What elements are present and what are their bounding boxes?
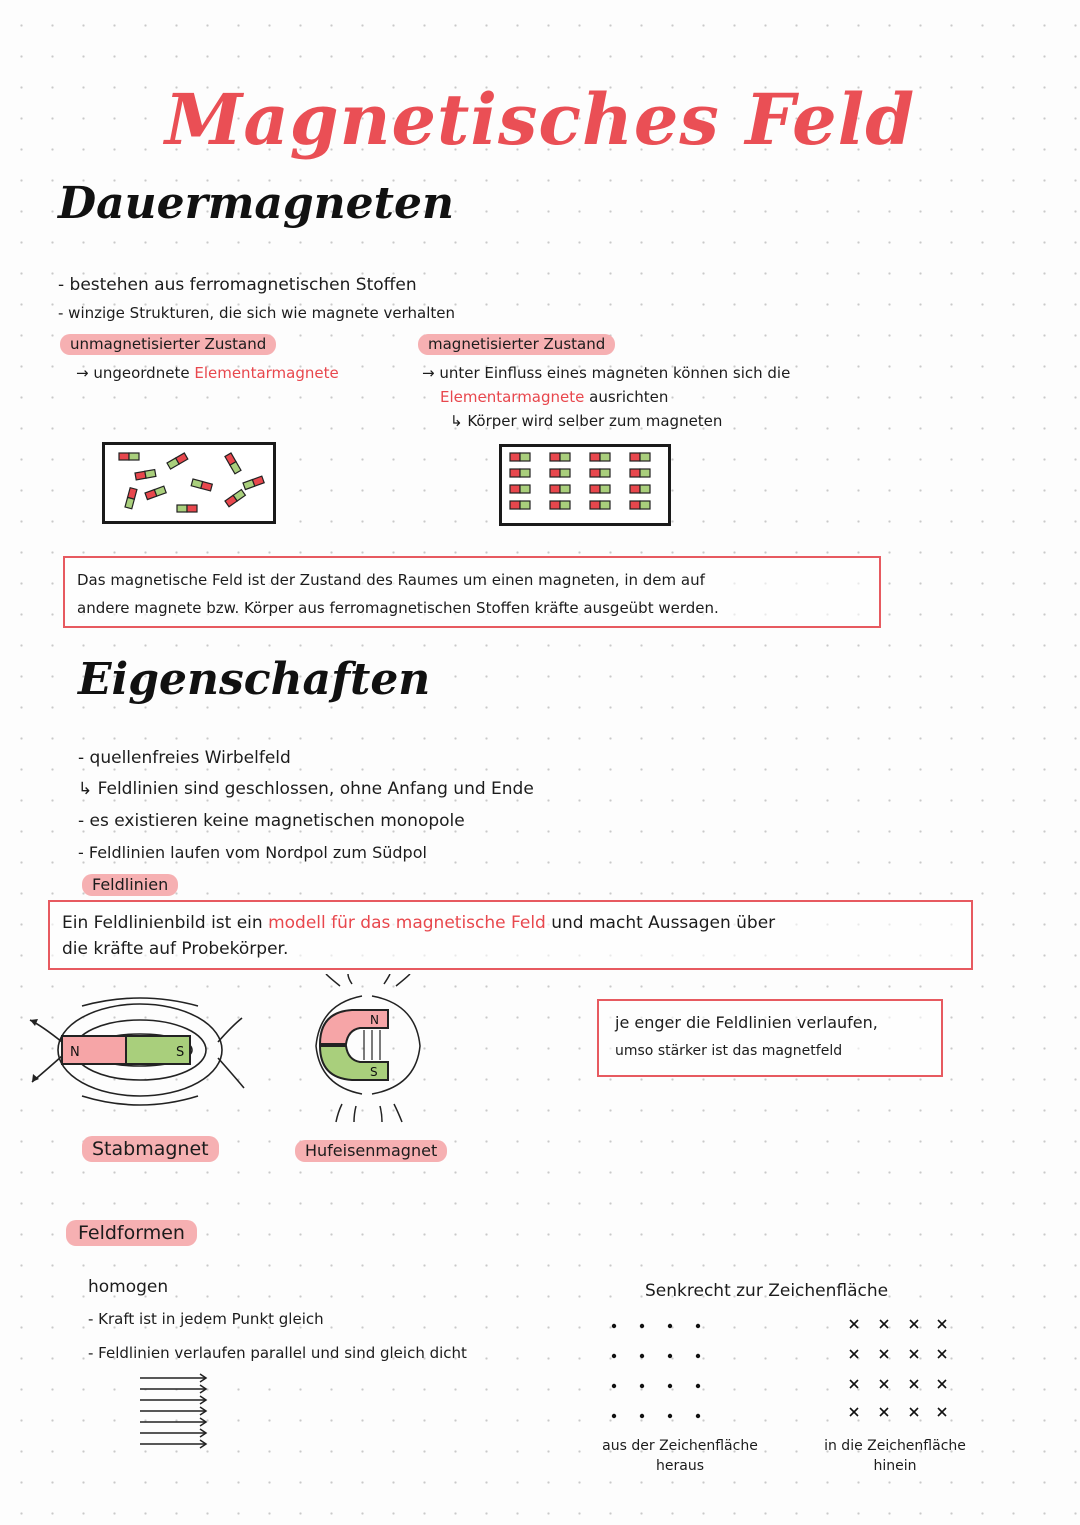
homogen-item1: - Kraft ist in jedem Punkt gleich (88, 1310, 324, 1328)
feldlinien-suffix: und macht Aussagen über (551, 913, 776, 933)
mag-text-line3: ↳ Körper wird selber zum magneten (450, 412, 723, 430)
field-line (394, 1104, 402, 1122)
heading-eigenschaften: Eigenschaften (78, 654, 431, 705)
field-line (396, 974, 410, 986)
mag-highlight: Elementarmagnete (440, 388, 585, 406)
bar-magnet-diagram (22, 996, 252, 1126)
unmagnetized-diagram (102, 442, 276, 524)
label-feldlinien: Feldlinien (82, 874, 178, 896)
feldlinien-box (48, 900, 973, 970)
aligned-elementarmagnete (502, 447, 668, 523)
horseshoe-south (320, 1046, 388, 1080)
field-line (354, 1106, 356, 1122)
unmag-text: → ungeordnete (76, 364, 190, 382)
horse-n-label: N (370, 1013, 379, 1027)
bullet-ferromagnetisch: - bestehen aus ferromagnetischen Stoffen (58, 275, 417, 295)
random-elementarmagnete (105, 445, 273, 521)
field-line (218, 1058, 244, 1088)
unmag-highlight: Elementarmagnete (194, 364, 339, 382)
prop-quellenfrei: - quellenfreies Wirbelfeld (78, 748, 291, 768)
label-stabmagnet: Stabmagnet (82, 1136, 219, 1162)
note-box (597, 999, 943, 1077)
horseshoe-magnet-diagram (290, 974, 440, 1124)
field-line (326, 974, 340, 986)
field-line (348, 974, 352, 984)
note-line1: je enger die Feldlinien verlaufen, (615, 1013, 878, 1032)
prop-geschlossen: ↳ Feldlinien sind geschlossen, ohne Anfang und Ende (78, 779, 534, 799)
caption-in: in die Zeichenfläche hinein (824, 1438, 966, 1474)
mag-text-line2 (440, 388, 668, 406)
caption-out: aus der Zeichenfläche heraus (602, 1438, 758, 1474)
field-line (380, 1106, 382, 1122)
mag-text2: ausrichten (589, 388, 669, 406)
homogen-item2: - Feldlinien verlaufen parallel und sind gleich dicht (88, 1344, 467, 1362)
field-line (336, 1104, 342, 1122)
definition-box (63, 556, 881, 628)
bullet-strukturen: - winzige Strukturen, die sich wie magnete verhalten (58, 304, 455, 322)
arrow-icon (30, 1019, 38, 1026)
unmag-description (76, 364, 339, 382)
page-title: Magnetisches Feld (164, 78, 916, 161)
heading-dauermagneten: Dauermagneten (58, 178, 454, 229)
definition-line2: andere magnete bzw. Körper aus ferromagnetischen Stoffen kräfte ausgeübt werden. (77, 599, 719, 617)
label-feldformen: Feldformen (66, 1220, 197, 1246)
homogeneous-field-lines (136, 1370, 216, 1450)
mag-text-line1: → unter Einfluss eines magneten können sich die (422, 364, 791, 382)
label-homogen: homogen (88, 1277, 169, 1297)
prop-nord-sued: - Feldlinien laufen vom Nordpol zum Südpol (78, 843, 427, 862)
label-magnetisiert: magnetisierter Zustand (418, 334, 615, 355)
field-line (384, 974, 390, 984)
magnetized-diagram (499, 444, 671, 526)
label-senkrecht: Senkrecht zur Zeichenfläche (645, 1281, 889, 1301)
field-into-plane (844, 1314, 964, 1424)
prop-monopole: - es existieren keine magnetischen monopole (78, 811, 465, 831)
bar-s-label: S (176, 1045, 185, 1060)
field-out-of-plane (604, 1316, 724, 1426)
definition-line1: Das magnetische Feld ist der Zustand des Raumes um einen magneten, in dem auf (77, 571, 705, 589)
bar-n-label: N (70, 1045, 80, 1060)
field-line (218, 1018, 242, 1042)
horse-s-label: S (370, 1065, 378, 1079)
field-line (82, 1096, 198, 1105)
feldlinien-prefix: Ein Feldlinienbild ist ein (62, 913, 263, 933)
feldlinien-highlight: modell für das magnetische Feld (268, 913, 546, 933)
label-unmagnetisiert: unmagnetisierter Zustand (60, 334, 276, 355)
feldlinien-line1 (62, 910, 959, 936)
label-hufeisenmagnet: Hufeisenmagnet (295, 1140, 447, 1162)
note-line2: umso stärker ist das magnetfeld (615, 1043, 843, 1059)
feldlinien-line2: die kräfte auf Probekörper. (62, 939, 289, 959)
